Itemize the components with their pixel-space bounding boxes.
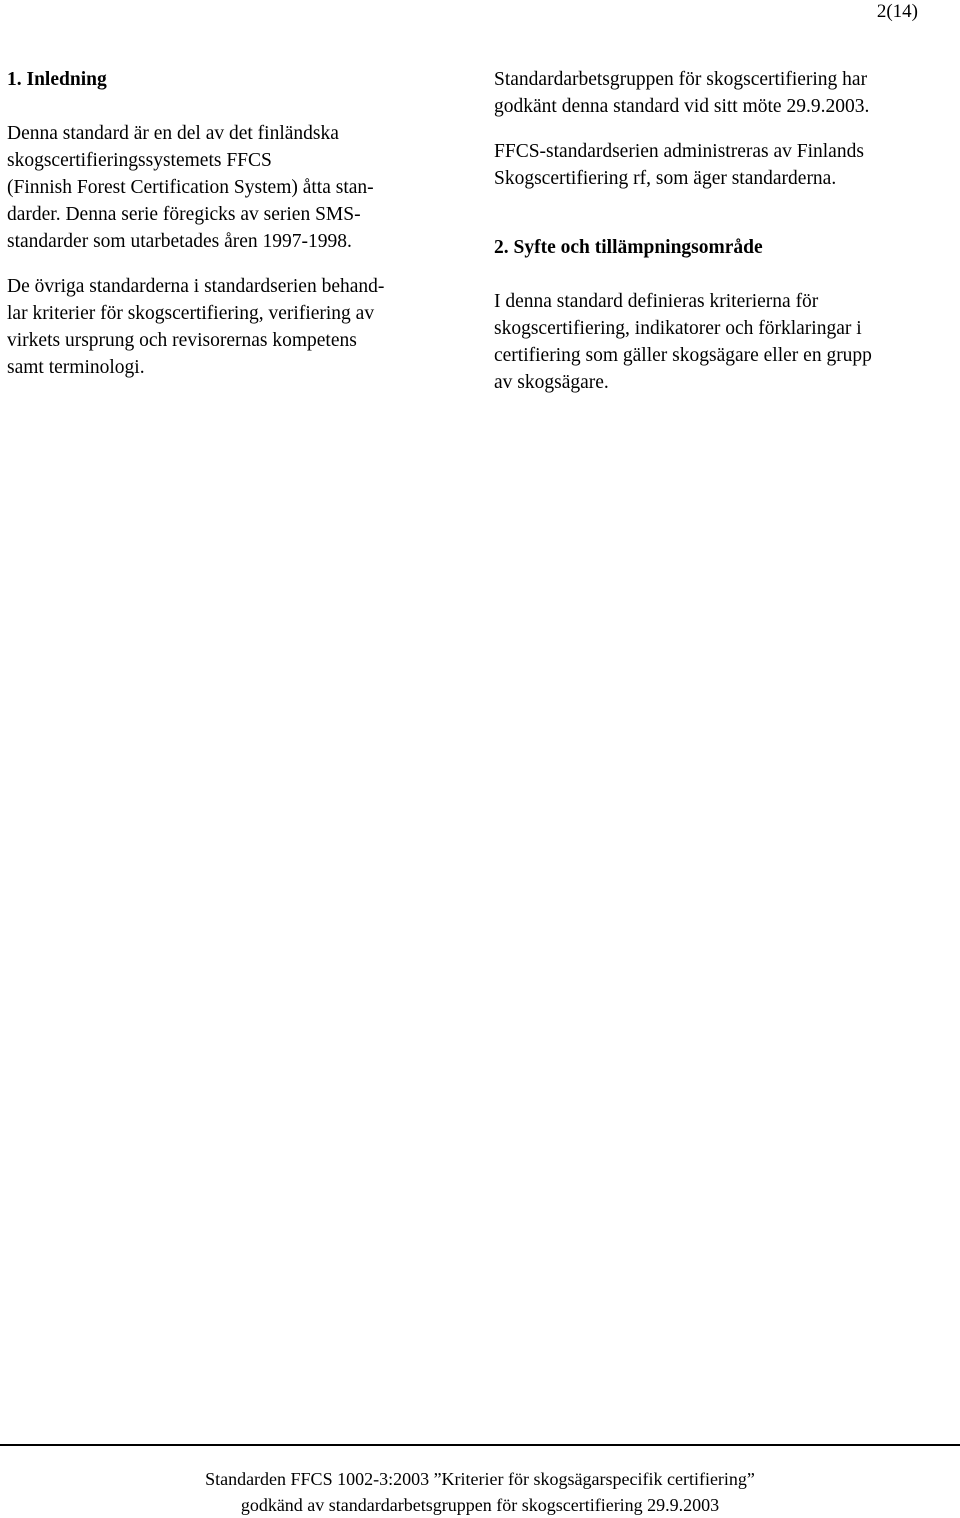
text-line: virkets ursprung och revisorernas kompetens: [7, 330, 357, 351]
footer: [0, 1466, 960, 1518]
right-column: [494, 66, 956, 414]
text-line: Standardarbetsgruppen för skogscertifiering har: [494, 69, 868, 90]
text-line: lar kriterier för skogscertifiering, verifiering av: [7, 303, 375, 324]
text-line: standarder som utarbetades åren 1997-1998.: [7, 231, 352, 252]
text-line: darder. Denna serie föregicks av serien SMS-: [7, 204, 361, 225]
paragraph-intro: [7, 120, 462, 255]
text-line: av skogsägare.: [494, 372, 609, 393]
page-number: 2(14): [876, 1, 918, 22]
text-line: samt terminologi.: [7, 357, 145, 378]
section-heading-syfte: 2. Syfte och tillämpningsområde: [494, 237, 763, 258]
text-line: skogscertifieringssystemets FFCS: [7, 150, 272, 171]
footer-line-title: Standarden FFCS 1002-3:2003 ”Kriterier för skogsägarspecifik certifiering”: [205, 1469, 755, 1489]
text-line: godkänt denna standard vid sitt möte 29.9.2003.: [494, 96, 870, 117]
footer-divider: [0, 1444, 960, 1446]
paragraph-scope: [494, 288, 956, 396]
text-line: certifiering som gäller skogsägare eller en grupp: [494, 345, 872, 366]
text-line: FFCS-standardserien administreras av Finlands: [494, 141, 864, 162]
footer-line-approval: godkänd av standardarbetsgruppen för skogscertifiering 29.9.2003: [240, 1495, 720, 1515]
paragraph-other-standards: [7, 273, 462, 381]
paragraph-approval: [494, 66, 956, 120]
paragraph-administration: [494, 138, 956, 192]
text-line: (Finnish Forest Certification System) åtta stan-: [7, 177, 374, 198]
section-heading-inledning: 1. Inledning: [7, 69, 107, 90]
text-line: Denna standard är en del av det finländska: [7, 123, 339, 144]
text-line: I denna standard definieras kriterierna för: [494, 291, 819, 312]
text-line: De övriga standarderna i standardserien behand-: [7, 276, 385, 297]
text-line: Skogscertifiering rf, som äger standarderna.: [494, 168, 837, 189]
text-line: skogscertifiering, indikatorer och förklaringar i: [494, 318, 862, 339]
left-column: [7, 66, 462, 399]
